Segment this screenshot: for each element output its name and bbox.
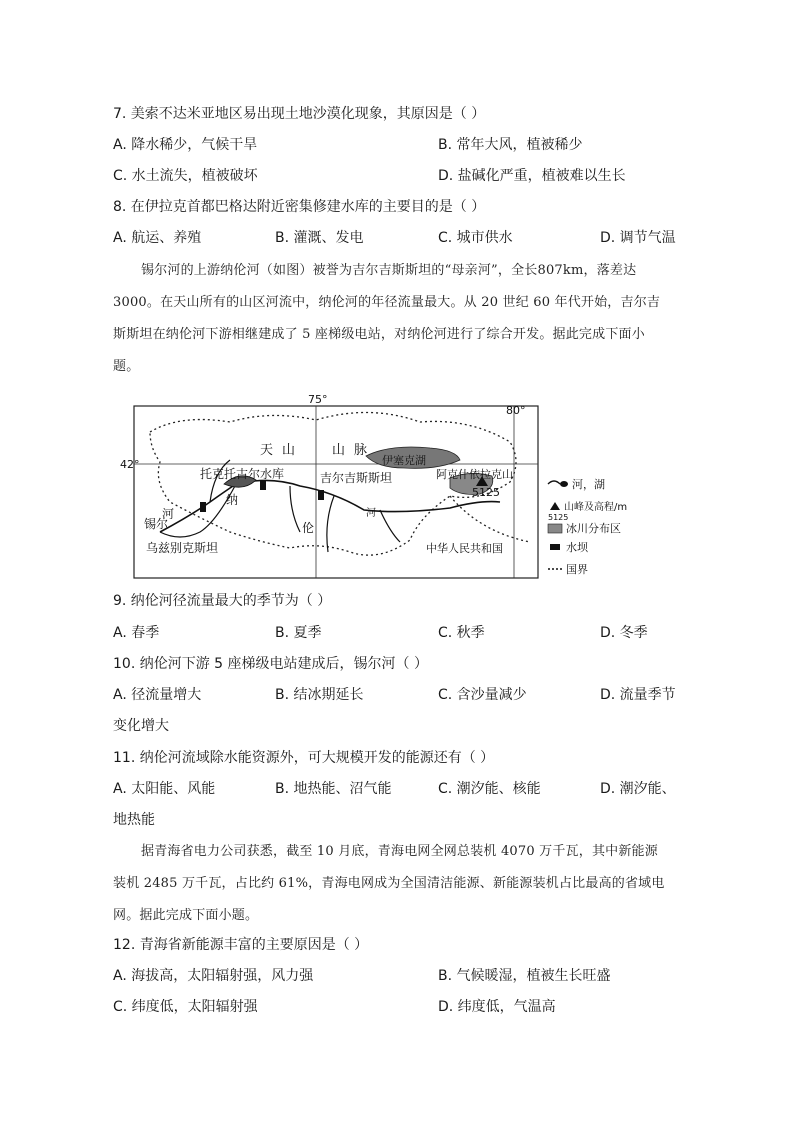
tianshan-char-1: 天 <box>260 443 274 458</box>
q9-option-b[interactable]: B. 夏季 <box>275 625 322 641</box>
question-7-stem: 7. 美索不达米亚地区易出现土地沙漠化现象，其原因是（ ） <box>113 106 486 122</box>
passage-1-line-2: 3000。在天山所有的山区河流中，纳伦河的年径流量最大。从 20 世纪 60 年代开始，吉尔吉 <box>113 295 661 310</box>
tributary-1 <box>290 486 300 532</box>
dam-2 <box>260 480 266 490</box>
question-8-options <box>113 228 703 248</box>
map-figure <box>120 392 628 584</box>
passage-1-line-3: 斯斯坦在纳伦河下游相继建成了 5 座梯级电站，对纳伦河进行了综合开发。据此完成下面小 <box>113 327 645 342</box>
naryn-river <box>160 480 500 532</box>
passage-2-line-2: 装机 2485 万千瓦，占比约 61%，青海电网成为全国清洁能源、新能源装机占比最高的省域电 <box>113 876 665 891</box>
legend-lake-icon <box>560 481 568 487</box>
legend-dam-icon <box>550 544 560 550</box>
passage-2-line-3: 网。据此完成下面小题。 <box>113 908 259 923</box>
question-7-options-row-2 <box>113 166 703 186</box>
legend-peak-icon <box>550 502 560 510</box>
legend-glacier: 冰川分布区 <box>566 522 621 535</box>
tributary-2 <box>327 496 334 552</box>
q10-option-a[interactable]: A. 径流量增大 <box>113 687 202 703</box>
q9-option-c[interactable]: C. 秋季 <box>438 625 485 641</box>
naryn-river-map <box>120 392 628 584</box>
dam-1 <box>200 502 206 512</box>
lat-42-label: 42° <box>120 458 140 471</box>
naryn-char-2: 伦 <box>302 521 315 535</box>
legend-glacier-icon <box>548 524 562 533</box>
issyk-kul-label: 伊塞克湖 <box>382 454 426 467</box>
legend-border: 国界 <box>566 563 588 576</box>
naryn-char-1: 纳 <box>226 493 239 507</box>
question-9-options <box>113 623 703 643</box>
q10-option-b[interactable]: B. 结冰期延长 <box>275 687 364 703</box>
question-12-options-row-2 <box>113 997 703 1017</box>
q7-option-a[interactable]: A. 降水稀少，气候干旱 <box>113 137 258 153</box>
question-11-options <box>113 779 703 799</box>
question-7-options-row-1 <box>113 135 703 155</box>
naryn-char-3: 河 <box>366 508 376 519</box>
reading-passage-qinghai <box>113 836 693 932</box>
question-12-stem: 12. 青海省新能源丰富的主要原因是（ ） <box>113 937 369 953</box>
border-china <box>450 496 530 542</box>
tianshan-char-3: 山 <box>332 443 346 458</box>
kyrgyzstan-label: 吉尔吉斯斯坦 <box>320 471 393 485</box>
uzbekistan-label: 乌兹别克斯坦 <box>146 541 219 555</box>
q8-option-a[interactable]: A. 航运、养殖 <box>113 230 202 246</box>
q7-option-d[interactable]: D. 盐碱化严重，植被难以生长 <box>438 168 626 184</box>
passage-1-line-4: 题。 <box>113 359 140 374</box>
legend-dam: 水坝 <box>566 541 588 554</box>
legend-river-lake: 河，湖 <box>572 478 605 491</box>
question-9-stem: 9. 纳伦河径流量最大的季节为（ ） <box>113 593 332 609</box>
q8-option-c[interactable]: C. 城市供水 <box>438 230 513 246</box>
q11-option-a[interactable]: A. 太阳能、风能 <box>113 781 216 797</box>
question-8-stem: 8. 在伊拉克首都巴格达附近密集修建水库的主要目的是（ ） <box>113 199 486 215</box>
legend-river-icon <box>548 481 560 484</box>
q10-option-d[interactable]: D. 流量季节 <box>600 687 676 703</box>
q10-option-c[interactable]: C. 含沙量减少 <box>438 687 527 703</box>
toktogul-label: 托克托古尔水库 <box>200 467 285 481</box>
q8-option-b[interactable]: B. 灌溉、发电 <box>275 230 364 246</box>
legend-peak-value: 5125 <box>548 513 569 522</box>
question-11-stem: 11. 纳伦河流域除水能资源外，可大规模开发的能源还有（ ） <box>113 750 495 766</box>
q12-option-d[interactable]: D. 纬度低，气温高 <box>438 999 556 1015</box>
lon-75-label: 75° <box>308 393 328 406</box>
passage-2-line-1: 据青海省电力公司获悉，截至 10 月底，青海电网全网总装机 4070 万千瓦，其中新能源 <box>141 844 658 859</box>
legend-peak: 山峰及高程/m <box>564 502 628 513</box>
q9-option-a[interactable]: A. 春季 <box>113 625 160 641</box>
tianshan-char-2: 山 <box>282 443 296 458</box>
peak-elevation-label: 5125 <box>472 486 500 499</box>
tributary-3 <box>380 510 400 542</box>
dam-3 <box>318 490 324 500</box>
q10-option-d-continued: 变化增大 <box>113 718 169 734</box>
aksai-label: 阿克什依拉克山 <box>436 468 513 481</box>
q12-option-c[interactable]: C. 纬度低，太阳辐射强 <box>113 999 258 1015</box>
reading-passage-naryn <box>113 255 693 383</box>
lon-80-label: 80° <box>506 404 526 417</box>
q7-option-b[interactable]: B. 常年大风，植被稀少 <box>438 137 583 153</box>
q11-option-c[interactable]: C. 潮汐能、核能 <box>438 781 541 797</box>
syr-label-2: 河 <box>162 507 175 521</box>
q7-option-c[interactable]: C. 水土流失，植被破坏 <box>113 168 258 184</box>
question-10-stem: 10. 纳伦河下游 5 座梯级电站建成后，锡尔河（ ） <box>113 656 428 672</box>
tianshan-char-4: 脉 <box>354 443 368 458</box>
question-10-options <box>113 685 703 705</box>
q11-option-d[interactable]: D. 潮汐能、 <box>600 781 676 797</box>
china-label: 中华人民共和国 <box>426 542 503 555</box>
q11-option-b[interactable]: B. 地热能、沼气能 <box>275 781 392 797</box>
passage-1-line-1: 锡尔河的上游纳伦河（如图）被誉为吉尔吉斯斯坦的“母亲河”，全长807km，落差达 <box>141 263 637 278</box>
q12-option-a[interactable]: A. 海拔高，太阳辐射强，风力强 <box>113 968 314 984</box>
q12-option-b[interactable]: B. 气候暖湿，植被生长旺盛 <box>438 968 611 984</box>
q8-option-d[interactable]: D. 调节气温 <box>600 230 676 246</box>
q9-option-d[interactable]: D. 冬季 <box>600 625 648 641</box>
question-12-options-row-1 <box>113 966 703 986</box>
syr-label-1: 锡尔 <box>144 517 169 531</box>
q11-option-d-continued: 地热能 <box>113 812 155 828</box>
